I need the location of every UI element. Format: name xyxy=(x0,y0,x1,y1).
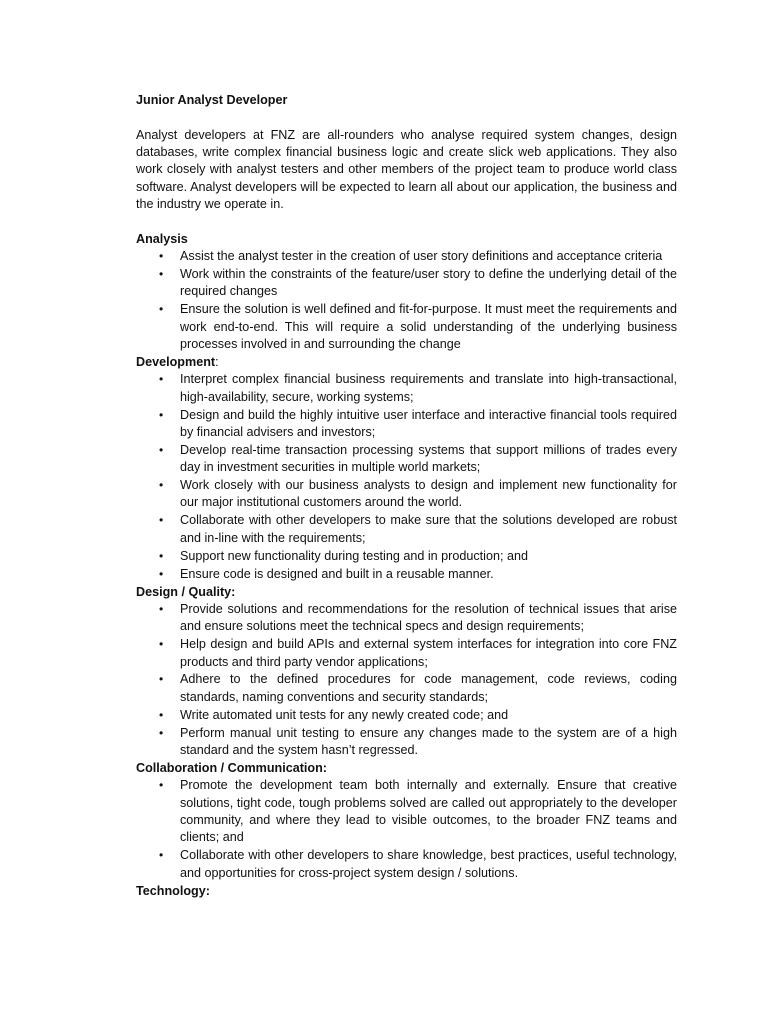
list-item xyxy=(136,442,677,477)
list-item-text: Assist the analyst tester in the creation of user story definitions and acceptance criteria xyxy=(180,249,663,264)
document-title: Junior Analyst Developer xyxy=(136,93,288,107)
list-item xyxy=(136,636,677,671)
list-item xyxy=(136,548,677,565)
bullet-icon: • xyxy=(159,637,164,652)
sections-container xyxy=(136,231,677,900)
list-item-text: Provide solutions and recommendations for the resolution of technical issues that arise and ensure solutions meet the technical specs and design requirements; xyxy=(180,601,677,634)
document-page xyxy=(136,92,677,900)
list-item xyxy=(136,266,677,301)
bullet-icon: • xyxy=(159,372,164,387)
list-item-text: Support new functionality during testing and in production; and xyxy=(180,548,528,563)
list-item-text: Promote the development team both internally and externally. Ensure that creative solutions, tight code, tough problems solved are called out appropriately to the developer community, and where they lead to visible outcomes, to the broader FNZ teams and clients; and xyxy=(180,778,677,845)
bullet-icon: • xyxy=(159,725,164,740)
bullet-icon: • xyxy=(159,513,164,528)
intro-paragraph: Analyst developers at FNZ are all-rounders who analyse required system changes, design databases, write complex financial business logic and create slick web applications. They also work closely with analyst testers and other members of the project team to produce world class software. Analyst developers will be expected to learn all about our application, the business and the industry we operate in. xyxy=(136,127,677,212)
list-item-text: Perform manual unit testing to ensure any changes made to the system are of a high standard and the system hasn’t regressed. xyxy=(180,725,677,758)
section-heading xyxy=(136,883,677,900)
list-item xyxy=(136,847,677,882)
bullet-icon: • xyxy=(159,407,164,422)
bullet-icon: • xyxy=(159,848,164,863)
list-item-text: Develop real-time transaction processing systems that support millions of trades every day in investment securities in multiple world markets; xyxy=(180,442,677,475)
section-heading-text: Collaboration / Communication: xyxy=(136,760,328,775)
list-item-text: Adhere to the defined procedures for code management, code reviews, coding standards, naming conventions and security standards; xyxy=(180,672,677,704)
bullet-icon: • xyxy=(159,707,164,722)
section-heading xyxy=(136,584,677,601)
section-heading-suffix: : xyxy=(215,354,219,369)
section-heading xyxy=(136,354,677,371)
list-item xyxy=(136,477,677,512)
bullet-icon: • xyxy=(159,672,164,687)
list-item xyxy=(136,301,677,353)
bullet-icon: • xyxy=(159,478,164,493)
bullet-list xyxy=(136,248,677,353)
bullet-icon: • xyxy=(159,249,164,264)
bullet-icon: • xyxy=(159,778,164,793)
list-item-text: Work within the constraints of the feature/user story to define the underlying detail of the required changes xyxy=(180,267,677,299)
section-heading xyxy=(136,760,677,777)
bullet-list xyxy=(136,601,677,759)
section-heading-text: Technology: xyxy=(136,883,210,898)
list-item xyxy=(136,407,677,442)
list-item-text: Interpret complex financial business requirements and translate into high-transactional, high-availability, secure, working systems; xyxy=(180,372,677,404)
list-item-text: Ensure code is designed and built in a reusable manner. xyxy=(180,566,494,581)
list-item xyxy=(136,601,677,636)
bullet-icon: • xyxy=(159,566,164,581)
list-item xyxy=(136,707,677,724)
section-heading xyxy=(136,231,677,248)
list-item-text: Write automated unit tests for any newly created code; and xyxy=(180,707,509,722)
bullet-icon: • xyxy=(159,548,164,563)
section-heading-text: Development xyxy=(136,354,216,369)
bullet-list xyxy=(136,777,677,882)
list-item xyxy=(136,671,677,706)
bullet-icon: • xyxy=(159,267,164,282)
list-item xyxy=(136,248,677,265)
bullet-icon: • xyxy=(159,302,164,317)
list-item xyxy=(136,512,677,547)
list-item-text: Work closely with our business analysts to design and implement new functionality for our major institutional customers around the world. xyxy=(180,478,677,510)
list-item-text: Collaborate with other developers to share knowledge, best practices, useful technology, and opportunities for cross-project system design / solutions. xyxy=(180,848,677,880)
bullet-icon: • xyxy=(159,442,164,457)
list-item-text: Help design and build APIs and external system interfaces for integration into core FNZ products and third party vendor applications; xyxy=(180,637,677,669)
section-heading-text: Analysis xyxy=(136,231,188,246)
list-item xyxy=(136,777,677,846)
list-item xyxy=(136,566,677,583)
list-item-text: Ensure the solution is well defined and fit-for-purpose. It must meet the requirements and work end-to-end. This will require a solid understanding of the underlying business processes involved in and surrounding the change xyxy=(180,302,677,351)
list-item xyxy=(136,371,677,406)
section-heading-text: Design / Quality: xyxy=(136,584,236,599)
list-item xyxy=(136,725,677,760)
bullet-list xyxy=(136,371,677,583)
list-item-text: Design and build the highly intuitive user interface and interactive financial tools required by financial advisers and investors; xyxy=(180,407,677,439)
list-item-text: Collaborate with other developers to make sure that the solutions developed are robust and in-line with the requirements; xyxy=(180,513,677,545)
bullet-icon: • xyxy=(159,601,164,616)
